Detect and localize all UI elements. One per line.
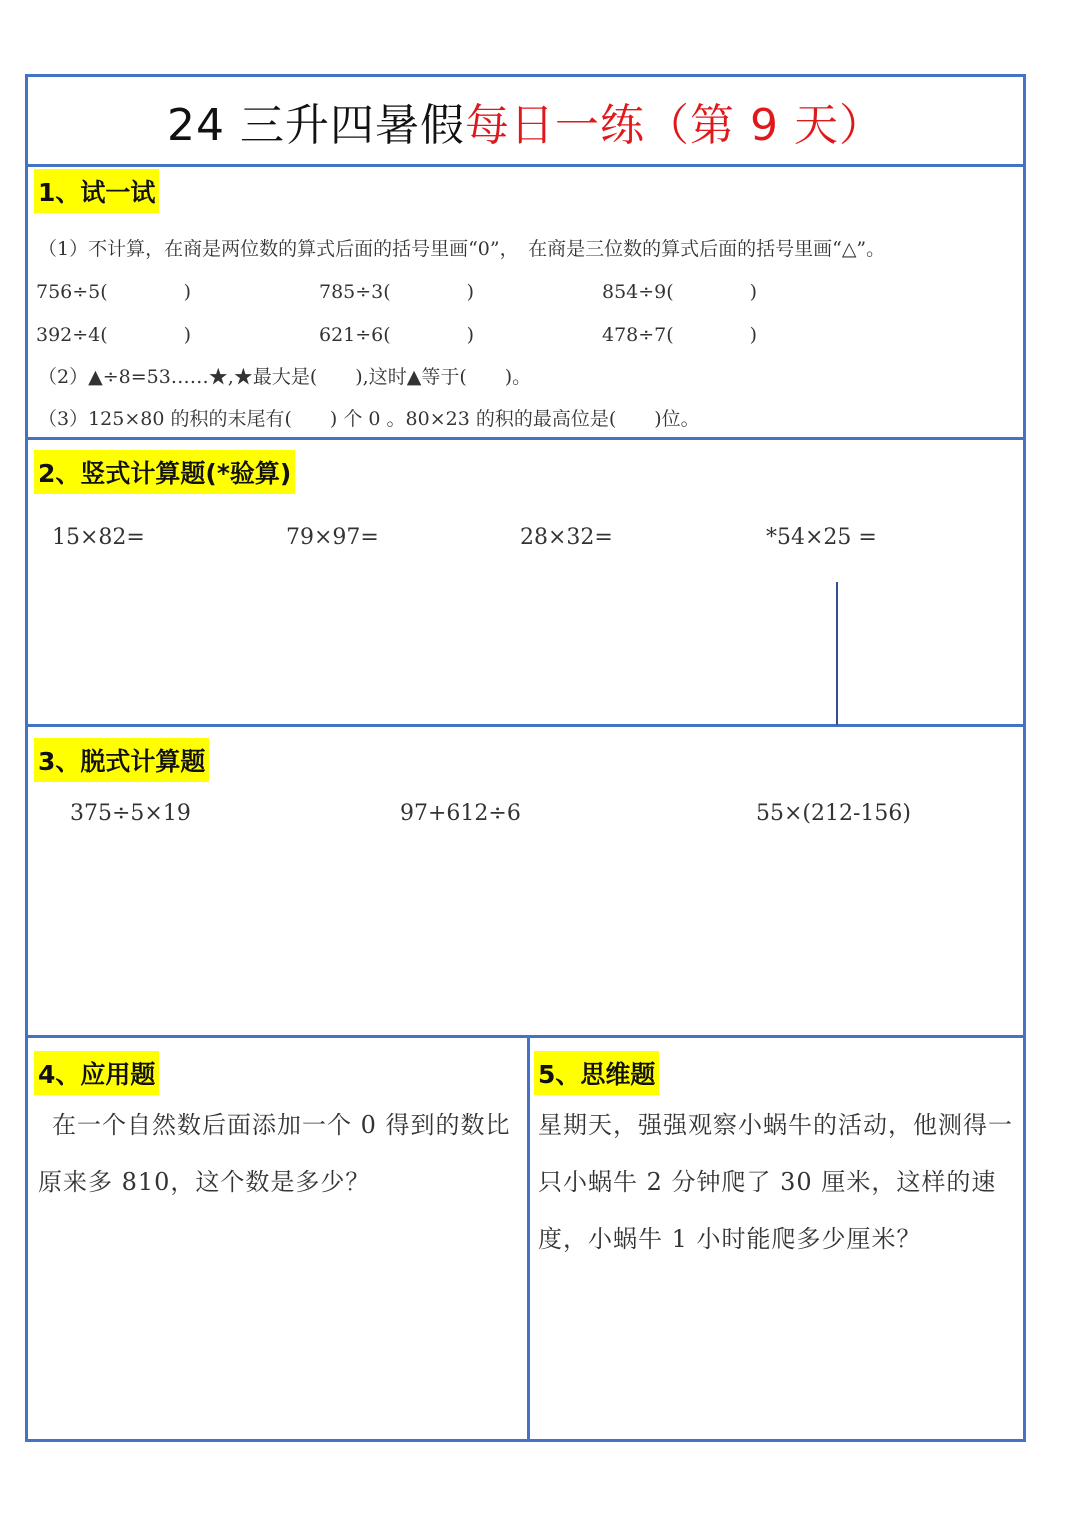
section3-heading: 3、脱式计算题 xyxy=(34,738,209,782)
step-calc-item: 97+612÷6 xyxy=(400,801,521,826)
vertical-calc-item: 79×97= xyxy=(286,525,379,550)
section1-heading: 1、试一试 xyxy=(34,169,159,213)
section1-q2: （2）▲÷8=53……★,★最大是( ),这时▲等于( )。 xyxy=(38,366,532,388)
worksheet xyxy=(25,74,1026,1442)
section2-heading: 2、竖式计算题(*验算) xyxy=(34,450,295,494)
division-item: 621÷6( ) xyxy=(319,324,475,346)
section5-heading: 5、思维题 xyxy=(534,1051,659,1095)
divider xyxy=(28,724,1023,727)
section1-q3: （3）125×80 的积的末尾有( ) 个 0 。80×23 的积的最高位是( )位。 xyxy=(38,408,700,430)
section5-problem: 星期天，强强观察小蜗牛的活动，他测得一只小蜗牛 2 分钟爬了 30 厘米，这样的速度，小蜗牛 1 小时能爬多少厘米？ xyxy=(538,1111,1013,1253)
division-item: 478÷7( ) xyxy=(602,324,758,346)
work-line xyxy=(836,582,838,725)
division-item: 854÷9( ) xyxy=(602,281,758,303)
step-calc-item: 55×(212-156) xyxy=(756,801,912,826)
step-calc-item: 375÷5×19 xyxy=(70,801,191,826)
vertical-calc-item: 28×32= xyxy=(520,525,613,550)
section4-problem: 在一个自然数后面添加一个 0 得到的数比原来多 810，这个数是多少？ xyxy=(38,1111,511,1196)
title-prefix: 24 三升四暑假 xyxy=(167,100,465,151)
divider xyxy=(28,437,1023,440)
vertical-calc-item: 15×82= xyxy=(52,525,145,550)
vertical-calc-item: *54×25 = xyxy=(766,525,877,550)
division-item: 756÷5( ) xyxy=(36,281,192,303)
division-item: 392÷4( ) xyxy=(36,324,192,346)
page-title xyxy=(28,89,1023,153)
column-divider xyxy=(527,1037,530,1442)
title-suffix: 每日一练（第 9 天） xyxy=(465,100,884,151)
division-item: 785÷3( ) xyxy=(319,281,475,303)
section1-q1-intro: （1）不计算，在商是两位数的算式后面的括号里画“0”， 在商是三位数的算式后面的括号里画“△”。 xyxy=(38,238,886,260)
divider xyxy=(28,1035,1023,1038)
section4-heading: 4、应用题 xyxy=(34,1051,159,1095)
divider xyxy=(28,164,1023,167)
